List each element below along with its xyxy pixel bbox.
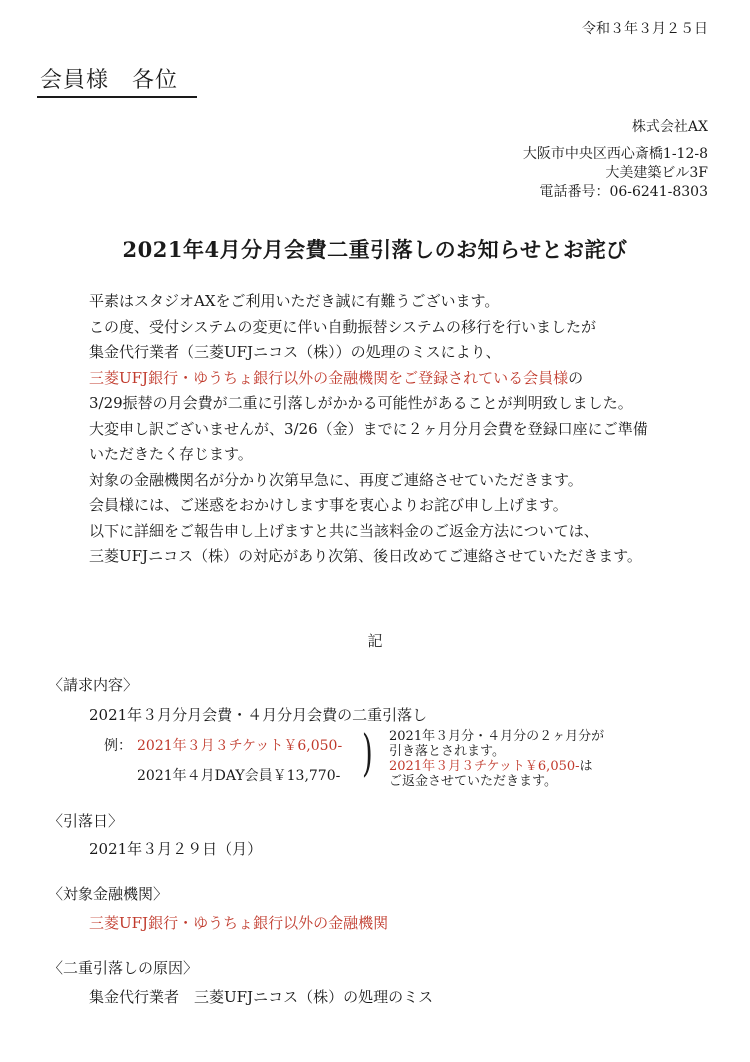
sender-address-line: 大阪市中央区西心斎橋1-12-8 bbox=[522, 146, 708, 162]
section-heading-debit-date: 〈引落日〉 bbox=[48, 812, 124, 830]
body-line: 以下に詳細をご報告申し上げますと共に当該料金のご返金方法については、 bbox=[89, 521, 599, 540]
example-line-ticket: 2021年３月３チケット￥6,050- bbox=[137, 738, 343, 754]
body-line: この度、受付システムの変更に伴い自動振替システムの移行を行いましたが bbox=[89, 317, 597, 336]
highlighted-text: 三菱UFJ銀行・ゆうちょ銀行以外の金融機関をご登録されている会員様 bbox=[89, 368, 569, 387]
brace: ) bbox=[362, 724, 373, 782]
body-line: 平素はスタジオAXをご利用いただき誠に有難うございます。 bbox=[89, 292, 500, 310]
sender-company: 株式会社AX bbox=[631, 119, 708, 135]
section-heading-cause: 〈二重引落しの原因〉 bbox=[48, 959, 199, 977]
body-line-highlight bbox=[89, 366, 648, 392]
section-heading-billing: 〈請求内容〉 bbox=[48, 676, 139, 694]
debit-date-value: 2021年３月２９日（月） bbox=[89, 840, 263, 858]
ki-mark: 記 bbox=[367, 632, 383, 650]
note-line-tail: は bbox=[579, 759, 593, 774]
notice-title: 2021年4月分月会費二重引落しのお知らせとお詫び bbox=[122, 237, 628, 262]
example-note bbox=[389, 729, 604, 789]
sender-address bbox=[523, 145, 708, 202]
body-line: 対象の金融機関名が分かり次第早急に、再度ご連絡させていただきます。 bbox=[89, 470, 583, 489]
body-line: いただきたく存じます。 bbox=[89, 445, 253, 463]
body-line: 集金代行業者（三菱UFJニコス（株））の処理のミスにより、 bbox=[89, 343, 501, 361]
billing-value: 2021年３月分月会費・４月分月会費の二重引落し bbox=[89, 706, 428, 724]
body-line-tail: の bbox=[568, 368, 584, 387]
section-heading-institutions: 〈対象金融機関〉 bbox=[48, 885, 169, 903]
issue-date: 令和３年３月２５日 bbox=[582, 21, 708, 37]
cause-value: 集金代行業者 三菱UFJニコス（株）の処理のミス bbox=[89, 988, 434, 1006]
body-line: 3/29振替の月会費が二重に引落しがかかる可能性があることが判明致しました。 bbox=[89, 394, 633, 412]
body-line: 大変申し訳ございませんが、3/26（金）までに２ヶ月分月会費を登録口座にご準備 bbox=[89, 419, 648, 438]
example-line-day: 2021年４月DAY会員￥13,770- bbox=[137, 768, 341, 784]
note-line: ご返金させていただきます。 bbox=[389, 774, 557, 789]
sender-address-line: 大美建築ビル3F bbox=[605, 165, 708, 181]
body-line: 会員様には、ご迷惑をおかけします事を衷心よりお詫び申し上げます。 bbox=[89, 496, 568, 514]
note-refund-amount: 2021年３月３チケット￥6,050- bbox=[389, 759, 580, 774]
note-line: 引き落とされます。 bbox=[389, 744, 505, 759]
note-line-refund bbox=[389, 759, 604, 774]
sender-phone: 電話番号：06-6241-8303 bbox=[539, 184, 708, 200]
body-line: 三菱UFJニコス（株）の対応があり次第、後日改めてご連絡させていただきます。 bbox=[89, 547, 642, 565]
addressee-underline bbox=[37, 96, 197, 98]
note-line: 2021年３月分・４月分の２ヶ月分が bbox=[389, 729, 605, 744]
institutions-value: 三菱UFJ銀行・ゆうちょ銀行以外の金融機関 bbox=[89, 914, 389, 932]
example-label: 例： bbox=[104, 738, 132, 754]
addressee: 会員様 各位 bbox=[40, 68, 179, 93]
notice-body bbox=[89, 289, 648, 570]
